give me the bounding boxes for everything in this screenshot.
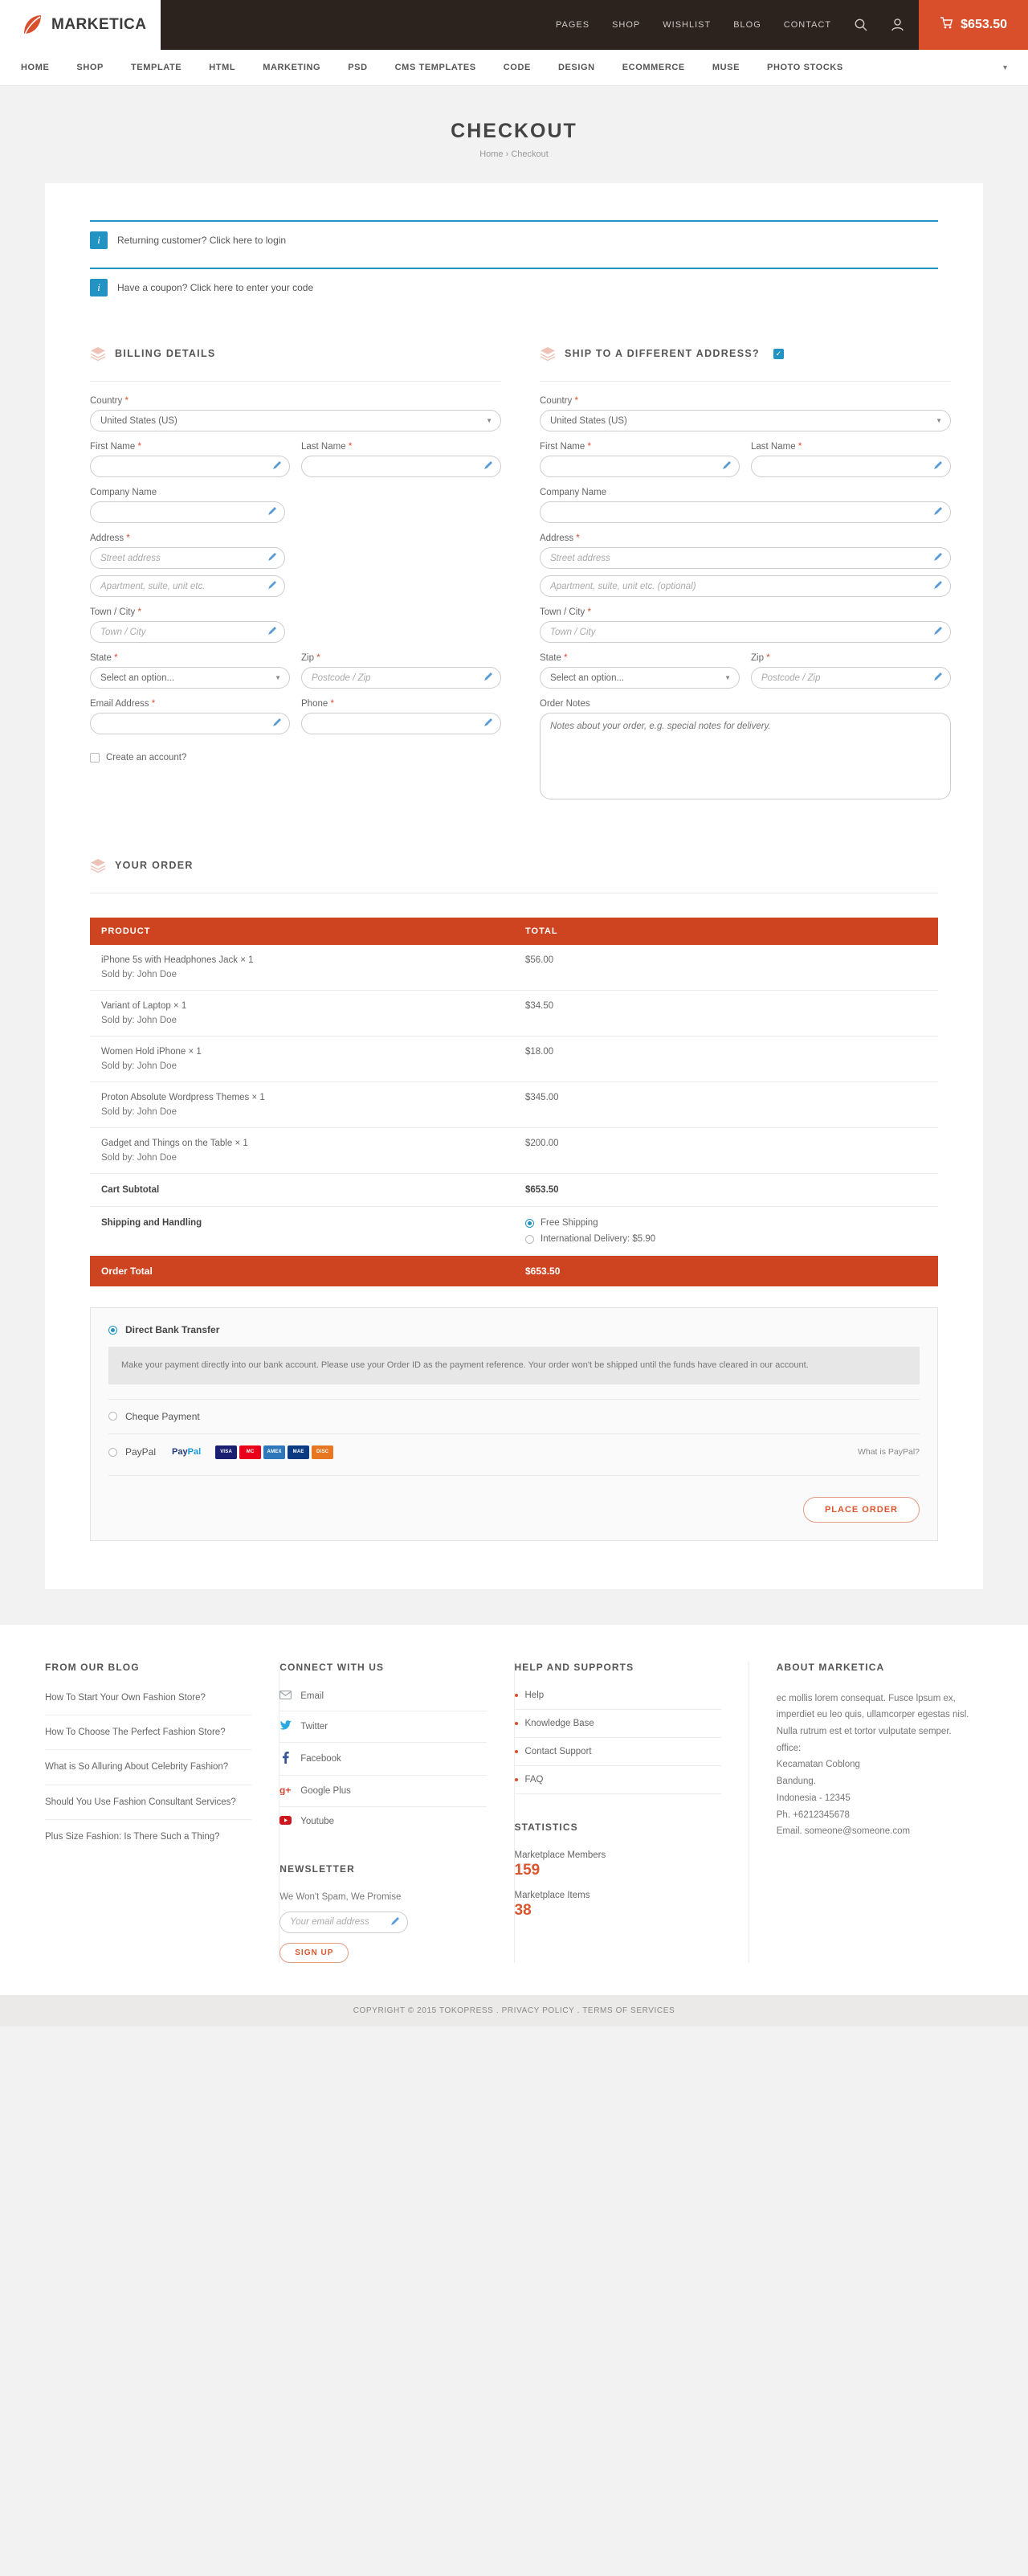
footer-social-twitter[interactable] <box>279 1720 486 1743</box>
facebook-icon <box>279 1752 292 1766</box>
layers-icon <box>540 346 556 362</box>
shipping-country-field <box>540 396 951 431</box>
shipping-column <box>540 312 951 812</box>
mastercard-icon: MC <box>239 1445 261 1459</box>
info-icon: i <box>90 231 108 249</box>
footer-social-twitter-label: Twitter <box>300 1721 328 1732</box>
billing-state-field <box>90 653 290 689</box>
table-row <box>90 1082 938 1128</box>
shipping-company-input[interactable] <box>540 501 951 523</box>
billing-address1-input[interactable] <box>90 547 285 569</box>
create-account-row[interactable] <box>90 753 501 763</box>
billing-heading-text: BILLING DETAILS <box>115 348 216 359</box>
billing-phone-input[interactable] <box>301 713 501 734</box>
nav-item-muse[interactable]: MUSE <box>712 63 740 72</box>
copyright-bar <box>0 1995 1028 2026</box>
topnav-item-pages[interactable]: PAGES <box>555 20 590 30</box>
order-item-seller: Sold by: John Doe <box>101 970 177 979</box>
cart-button[interactable] <box>919 0 1028 50</box>
footer-social-facebook-label: Facebook <box>300 1753 341 1764</box>
checkout-card <box>45 183 983 1589</box>
paypal-logo-icon: PayPal <box>172 1446 202 1457</box>
google-plus-icon <box>279 1785 292 1797</box>
footer-blog-post[interactable]: Should You Use Fashion Consultant Services? <box>45 1795 251 1820</box>
shipping-company-field <box>540 488 951 523</box>
order-col-product: PRODUCT <box>90 918 514 945</box>
payment-methods <box>90 1307 938 1541</box>
footer-social-youtube-label: Youtube <box>300 1816 335 1826</box>
order-item-cell <box>90 1082 514 1128</box>
footer-help-item[interactable] <box>515 1775 721 1794</box>
page-title: CHECKOUT <box>451 120 577 142</box>
billing-country-label: Country * <box>90 396 128 406</box>
billing-zip-field <box>301 653 501 689</box>
shipping-last-name-input[interactable] <box>751 456 951 477</box>
newsletter-input-wrap <box>279 1912 408 1933</box>
layers-icon <box>90 857 106 873</box>
order-notes-label: Order Notes <box>540 699 590 709</box>
youtube-icon <box>279 1816 292 1827</box>
billing-city-input[interactable] <box>90 621 285 643</box>
terms-of-services-link[interactable]: TERMS OF SERVICES <box>582 2006 675 2015</box>
page-header <box>0 86 1028 183</box>
shipping-first-name-label: First Name * <box>540 442 591 452</box>
breadcrumb-home[interactable]: Home <box>479 149 504 159</box>
order-item-name: iPhone 5s with Headphones Jack × 1 <box>101 955 254 965</box>
payment-method-cheque-label: Cheque Payment <box>125 1410 200 1422</box>
breadcrumb <box>0 149 1028 159</box>
visa-icon: VISA <box>215 1445 237 1459</box>
nav-item-shop[interactable]: SHOP <box>76 63 104 72</box>
newsletter-signup-button[interactable]: SIGN UP <box>279 1943 349 1963</box>
shipping-city-field <box>540 607 951 643</box>
footer-blog-column <box>45 1662 279 1963</box>
shipping-handling-row <box>90 1207 938 1256</box>
stat-items-label: Marketplace Items <box>514 1890 590 1900</box>
shipping-option-international-label: International Delivery: $5.90 <box>541 1234 656 1244</box>
payment-divider-2 <box>108 1433 920 1434</box>
discover-icon: DISC <box>312 1445 333 1459</box>
coupon-notice[interactable] <box>90 268 938 307</box>
breadcrumb-current: Checkout <box>511 149 549 159</box>
newsletter-email-input[interactable] <box>279 1912 408 1933</box>
radio-icon[interactable] <box>108 1412 117 1421</box>
billing-zip-input[interactable] <box>301 667 501 689</box>
footer-social-facebook[interactable] <box>279 1752 486 1776</box>
shipping-zip-input[interactable] <box>751 667 951 689</box>
footer-newsletter-subtitle: We Won't Spam, We Promise <box>279 1891 402 1902</box>
shipping-address2-input[interactable] <box>540 575 951 597</box>
bullet-icon <box>515 1778 518 1781</box>
footer-about-title: ABOUT MARKETICA <box>776 1661 885 1673</box>
footer-social-email-label: Email <box>300 1691 324 1701</box>
order-table-header-row <box>90 918 938 945</box>
shipping-first-name-input[interactable] <box>540 456 740 477</box>
nav-item-photo-stocks[interactable]: PHOTO STOCKS <box>767 63 843 72</box>
svg-text:g+: g+ <box>279 1784 292 1795</box>
coupon-notice-link[interactable]: Have a coupon? Click here to enter your code <box>117 282 314 293</box>
footer-office-line: Indonesia - 12345 <box>776 1793 851 1803</box>
billing-country-field <box>90 396 501 431</box>
shipping-last-name-field <box>751 442 951 477</box>
shipping-name-row <box>540 442 951 488</box>
topnav-item-blog[interactable]: BLOG <box>733 20 761 30</box>
order-heading <box>90 857 938 873</box>
topnav-item-wishlist[interactable]: WISHLIST <box>663 20 712 30</box>
billing-last-name-field <box>301 442 501 477</box>
shipping-country-select[interactable] <box>540 410 951 431</box>
order-item-name: Gadget and Things on the Table × 1 <box>101 1139 248 1148</box>
place-order-row <box>108 1476 920 1523</box>
order-item-name: Women Hold iPhone × 1 <box>101 1047 202 1057</box>
what-is-paypal-link[interactable]: What is PayPal? <box>857 1447 920 1458</box>
leaf-logo-icon <box>21 13 43 37</box>
shipping-last-name-label: Last Name * <box>751 442 802 452</box>
billing-name-row <box>90 442 501 488</box>
footer-help-item[interactable] <box>515 1691 721 1710</box>
copyright-text: COPYRIGHT © 2015 TOKOPRESS <box>353 2006 494 2015</box>
billing-email-field <box>90 699 290 734</box>
footer-office-label: office: <box>776 1743 802 1753</box>
radio-icon[interactable] <box>108 1326 117 1335</box>
order-item-total: $56.00 <box>514 945 938 991</box>
billing-email-phone-row <box>90 699 501 745</box>
billing-company-label: Company Name <box>90 488 157 497</box>
chevron-down-icon: ▼ <box>486 417 492 424</box>
footer-help-item-label: FAQ <box>524 1774 544 1785</box>
billing-state-zip-row <box>90 653 501 699</box>
payment-method-paypal-label: PayPal <box>125 1446 157 1458</box>
footer-statistics-title: STATISTICS <box>514 1821 578 1833</box>
shipping-state-label: State * <box>540 653 568 663</box>
footer-social-email[interactable] <box>279 1691 486 1711</box>
footer-help-column <box>515 1662 749 1963</box>
create-account-label: Create an account? <box>106 753 187 763</box>
shipping-heading <box>540 346 951 362</box>
footer-connect-column <box>279 1662 514 1963</box>
stat-items-value: 38 <box>514 1901 532 1919</box>
twitter-icon <box>279 1720 292 1733</box>
login-notice[interactable] <box>90 220 938 260</box>
bullet-icon <box>515 1722 518 1725</box>
footer-blog-post[interactable]: How To Start Your Own Fashion Store? <box>45 1691 251 1715</box>
site-footer <box>0 1625 1028 1995</box>
footer-blog-post[interactable]: Plus Size Fashion: Is There Such a Thing? <box>45 1832 220 1842</box>
payment-method-bank[interactable] <box>108 1324 920 1335</box>
footer-blog-post[interactable]: How To Choose The Perfect Fashion Store? <box>45 1725 251 1750</box>
billing-first-name-field <box>90 442 290 477</box>
footer-office-line: Ph. +6212345678 <box>776 1809 850 1820</box>
radio-icon[interactable] <box>525 1219 534 1228</box>
shipping-first-name-field <box>540 442 740 477</box>
payment-method-bank-label: Direct Bank Transfer <box>125 1324 220 1335</box>
order-notes-textarea[interactable] <box>540 713 951 799</box>
bullet-icon <box>515 1750 518 1753</box>
order-total-value: $653.50 <box>514 1256 938 1287</box>
billing-zip-label: Zip * <box>301 653 320 663</box>
order-item-cell <box>90 1128 514 1174</box>
billing-first-name-input[interactable] <box>90 456 290 477</box>
footer-help-item-label: Contact Support <box>524 1746 592 1756</box>
nav-item-code[interactable]: CODE <box>503 63 531 72</box>
order-item-total: $200.00 <box>514 1128 938 1174</box>
billing-phone-field <box>301 699 501 734</box>
billing-email-input[interactable] <box>90 713 290 734</box>
order-item-cell <box>90 945 514 991</box>
nav-item-ecommerce[interactable]: ECOMMERCE <box>622 63 685 72</box>
nav-item-psd[interactable]: PSD <box>348 63 368 72</box>
order-item-cell <box>90 991 514 1037</box>
topnav-item-shop[interactable]: SHOP <box>612 20 641 30</box>
order-item-total: $34.50 <box>514 991 938 1037</box>
order-heading-text: YOUR ORDER <box>115 860 194 871</box>
footer-blog-post[interactable]: What is So Alluring About Celebrity Fashion? <box>45 1760 251 1785</box>
order-item-seller: Sold by: John Doe <box>101 1107 177 1117</box>
table-row <box>90 945 938 991</box>
billing-country-select[interactable] <box>90 410 501 431</box>
order-item-total: $345.00 <box>514 1082 938 1128</box>
order-total-label: Order Total <box>90 1256 514 1287</box>
table-row <box>90 1128 938 1174</box>
envelope-icon <box>279 1691 292 1702</box>
order-item-name: Proton Absolute Wordpress Themes × 1 <box>101 1093 265 1102</box>
shipping-company-label: Company Name <box>540 488 607 497</box>
address-columns <box>90 312 942 812</box>
footer-office-line: Email. someone@someone.com <box>776 1826 911 1837</box>
shipping-city-input[interactable] <box>540 621 951 643</box>
order-item-total: $18.00 <box>514 1037 938 1082</box>
radio-icon[interactable] <box>525 1235 534 1244</box>
topnav-item-contact[interactable]: CONTACT <box>783 20 832 30</box>
shipping-state-field <box>540 653 740 689</box>
billing-company-input[interactable] <box>90 501 285 523</box>
cart-total: $653.50 <box>961 18 1007 31</box>
order-item-seller: Sold by: John Doe <box>101 1153 177 1163</box>
order-item-seller: Sold by: John Doe <box>101 1016 177 1025</box>
stat-members-label: Marketplace Members <box>514 1850 606 1860</box>
footer-about-column <box>749 1662 983 1963</box>
info-icon: i <box>90 279 108 296</box>
footer-social-youtube[interactable] <box>279 1816 486 1836</box>
billing-last-name-label: Last Name * <box>301 442 353 452</box>
nav-item-marketing[interactable]: MARKETING <box>263 63 321 72</box>
order-item-seller: Sold by: John Doe <box>101 1061 177 1071</box>
shipping-city-label: Town / City * <box>540 607 591 617</box>
billing-state-label: State * <box>90 653 118 663</box>
search-icon[interactable] <box>854 18 868 32</box>
footer-office-block <box>777 1740 983 1840</box>
cart-subtotal-value: $653.50 <box>514 1174 938 1207</box>
shipping-address-field <box>540 534 951 597</box>
footer-blog-title: FROM OUR BLOG <box>45 1661 140 1673</box>
billing-heading <box>90 346 501 362</box>
copyright-sep-2: . <box>577 2006 583 2015</box>
shipping-country-label: Country * <box>540 396 578 406</box>
shipping-heading-text: SHIP TO A DIFFERENT ADDRESS? <box>565 348 760 359</box>
shipping-zip-label: Zip * <box>751 653 770 663</box>
card-logos <box>215 1445 333 1459</box>
billing-state-select[interactable] <box>90 667 290 689</box>
billing-address-label: Address * <box>90 534 130 543</box>
footer-newsletter-title: NEWSLETTER <box>279 1862 355 1875</box>
table-row <box>90 1037 938 1082</box>
chevron-down-icon[interactable]: ▾ <box>1002 63 1007 72</box>
shipping-state-zip-row <box>540 653 951 699</box>
top-nav <box>161 0 919 50</box>
breadcrumb-separator: › <box>505 149 509 159</box>
site-logo[interactable] <box>0 0 161 50</box>
order-item-cell <box>90 1037 514 1082</box>
footer-about-text: ec mollis lorem consequat. Fusce lpsum ex, imperdiet eu leo quis, ullamcorper egestas nisl. Nulla rutrum est et tortor vulputate semper. <box>776 1693 969 1737</box>
shipping-handling-label: Shipping and Handling <box>90 1207 514 1256</box>
shipping-options-cell <box>514 1207 938 1256</box>
footer-connect-title: CONNECT WITH US <box>279 1661 385 1673</box>
amex-icon: AMEX <box>263 1445 285 1459</box>
table-row <box>90 991 938 1037</box>
shipping-option-free-label: Free Shipping <box>541 1218 598 1228</box>
user-icon[interactable] <box>891 18 904 32</box>
footer-help-item[interactable] <box>515 1719 721 1738</box>
order-item-name: Variant of Laptop × 1 <box>101 1001 187 1011</box>
footer-help-item[interactable] <box>515 1747 721 1766</box>
order-col-total: TOTAL <box>514 918 938 945</box>
order-notes-field <box>540 699 951 802</box>
create-account-checkbox[interactable] <box>90 753 100 763</box>
nav-item-html[interactable]: HTML <box>209 63 236 72</box>
chevron-down-icon: ▼ <box>275 674 281 681</box>
footer-help-item-label: Help <box>524 1690 545 1700</box>
maestro-icon: MAE <box>288 1445 309 1459</box>
footer-office-line: Kecamatan Coblong <box>776 1760 860 1770</box>
payment-method-cheque[interactable] <box>108 1411 920 1422</box>
login-notice-link[interactable]: Returning customer? Click here to login <box>117 235 287 246</box>
nav-item-template[interactable]: TEMPLATE <box>130 63 182 72</box>
nav-item-home[interactable]: HOME <box>21 63 50 72</box>
footer-help-item-label: Knowledge Base <box>524 1718 594 1728</box>
billing-last-name-input[interactable] <box>301 456 501 477</box>
privacy-policy-link[interactable]: PRIVACY POLICY <box>501 2006 575 2015</box>
cart-subtotal-label: Cart Subtotal <box>90 1174 514 1207</box>
footer-office-line: Bandung. <box>776 1777 816 1787</box>
radio-icon[interactable] <box>108 1448 117 1457</box>
bullet-icon <box>515 1694 518 1697</box>
footer-social-google-plus-label: Google Plus <box>300 1785 351 1796</box>
billing-column <box>90 312 501 812</box>
billing-email-label: Email Address * <box>90 699 156 709</box>
nav-item-cms-templates[interactable]: CMS TEMPLATES <box>394 63 476 72</box>
shipping-address1-input[interactable] <box>540 547 951 569</box>
footer-social-google-plus[interactable] <box>279 1785 486 1807</box>
billing-phone-label: Phone * <box>301 699 334 709</box>
billing-company-field <box>90 488 285 523</box>
billing-city-label: Town / City * <box>90 607 141 617</box>
cart-subtotal-row <box>90 1174 938 1207</box>
top-bar <box>0 0 1028 50</box>
cart-icon <box>940 16 953 34</box>
shipping-option-free[interactable] <box>525 1218 927 1228</box>
billing-first-name-label: First Name * <box>90 442 141 452</box>
place-order-button[interactable]: PLACE ORDER <box>803 1497 920 1523</box>
ship-different-checkbox[interactable]: ✓ <box>773 349 784 359</box>
payment-divider-1 <box>108 1399 920 1400</box>
shipping-address-label: Address * <box>540 534 580 543</box>
order-table <box>90 918 938 1286</box>
logo-text: MARKETICA <box>51 16 147 33</box>
footer-help-title: HELP AND SUPPORTS <box>514 1661 634 1673</box>
stat-members-value: 159 <box>514 1861 541 1879</box>
chevron-down-icon: ▼ <box>936 417 942 424</box>
payment-bank-description: Make your payment directly into our bank account. Please use your Order ID as the payment reference. Your order won't be shipped until the funds have cleared in our account. <box>108 1347 920 1384</box>
nav-item-design[interactable]: DESIGN <box>557 63 595 72</box>
billing-address2-input[interactable] <box>90 575 285 597</box>
shipping-zip-field <box>751 653 951 689</box>
copyright-sep: . <box>496 2006 502 2015</box>
billing-address-field <box>90 534 285 597</box>
chevron-down-icon: ▼ <box>724 674 731 681</box>
shipping-option-international[interactable] <box>525 1234 927 1244</box>
layers-icon <box>90 346 106 362</box>
order-total-row <box>90 1256 938 1287</box>
billing-city-field <box>90 607 285 643</box>
shipping-state-select[interactable] <box>540 667 740 689</box>
payment-method-paypal[interactable] <box>108 1445 920 1459</box>
main-nav <box>0 50 1028 86</box>
